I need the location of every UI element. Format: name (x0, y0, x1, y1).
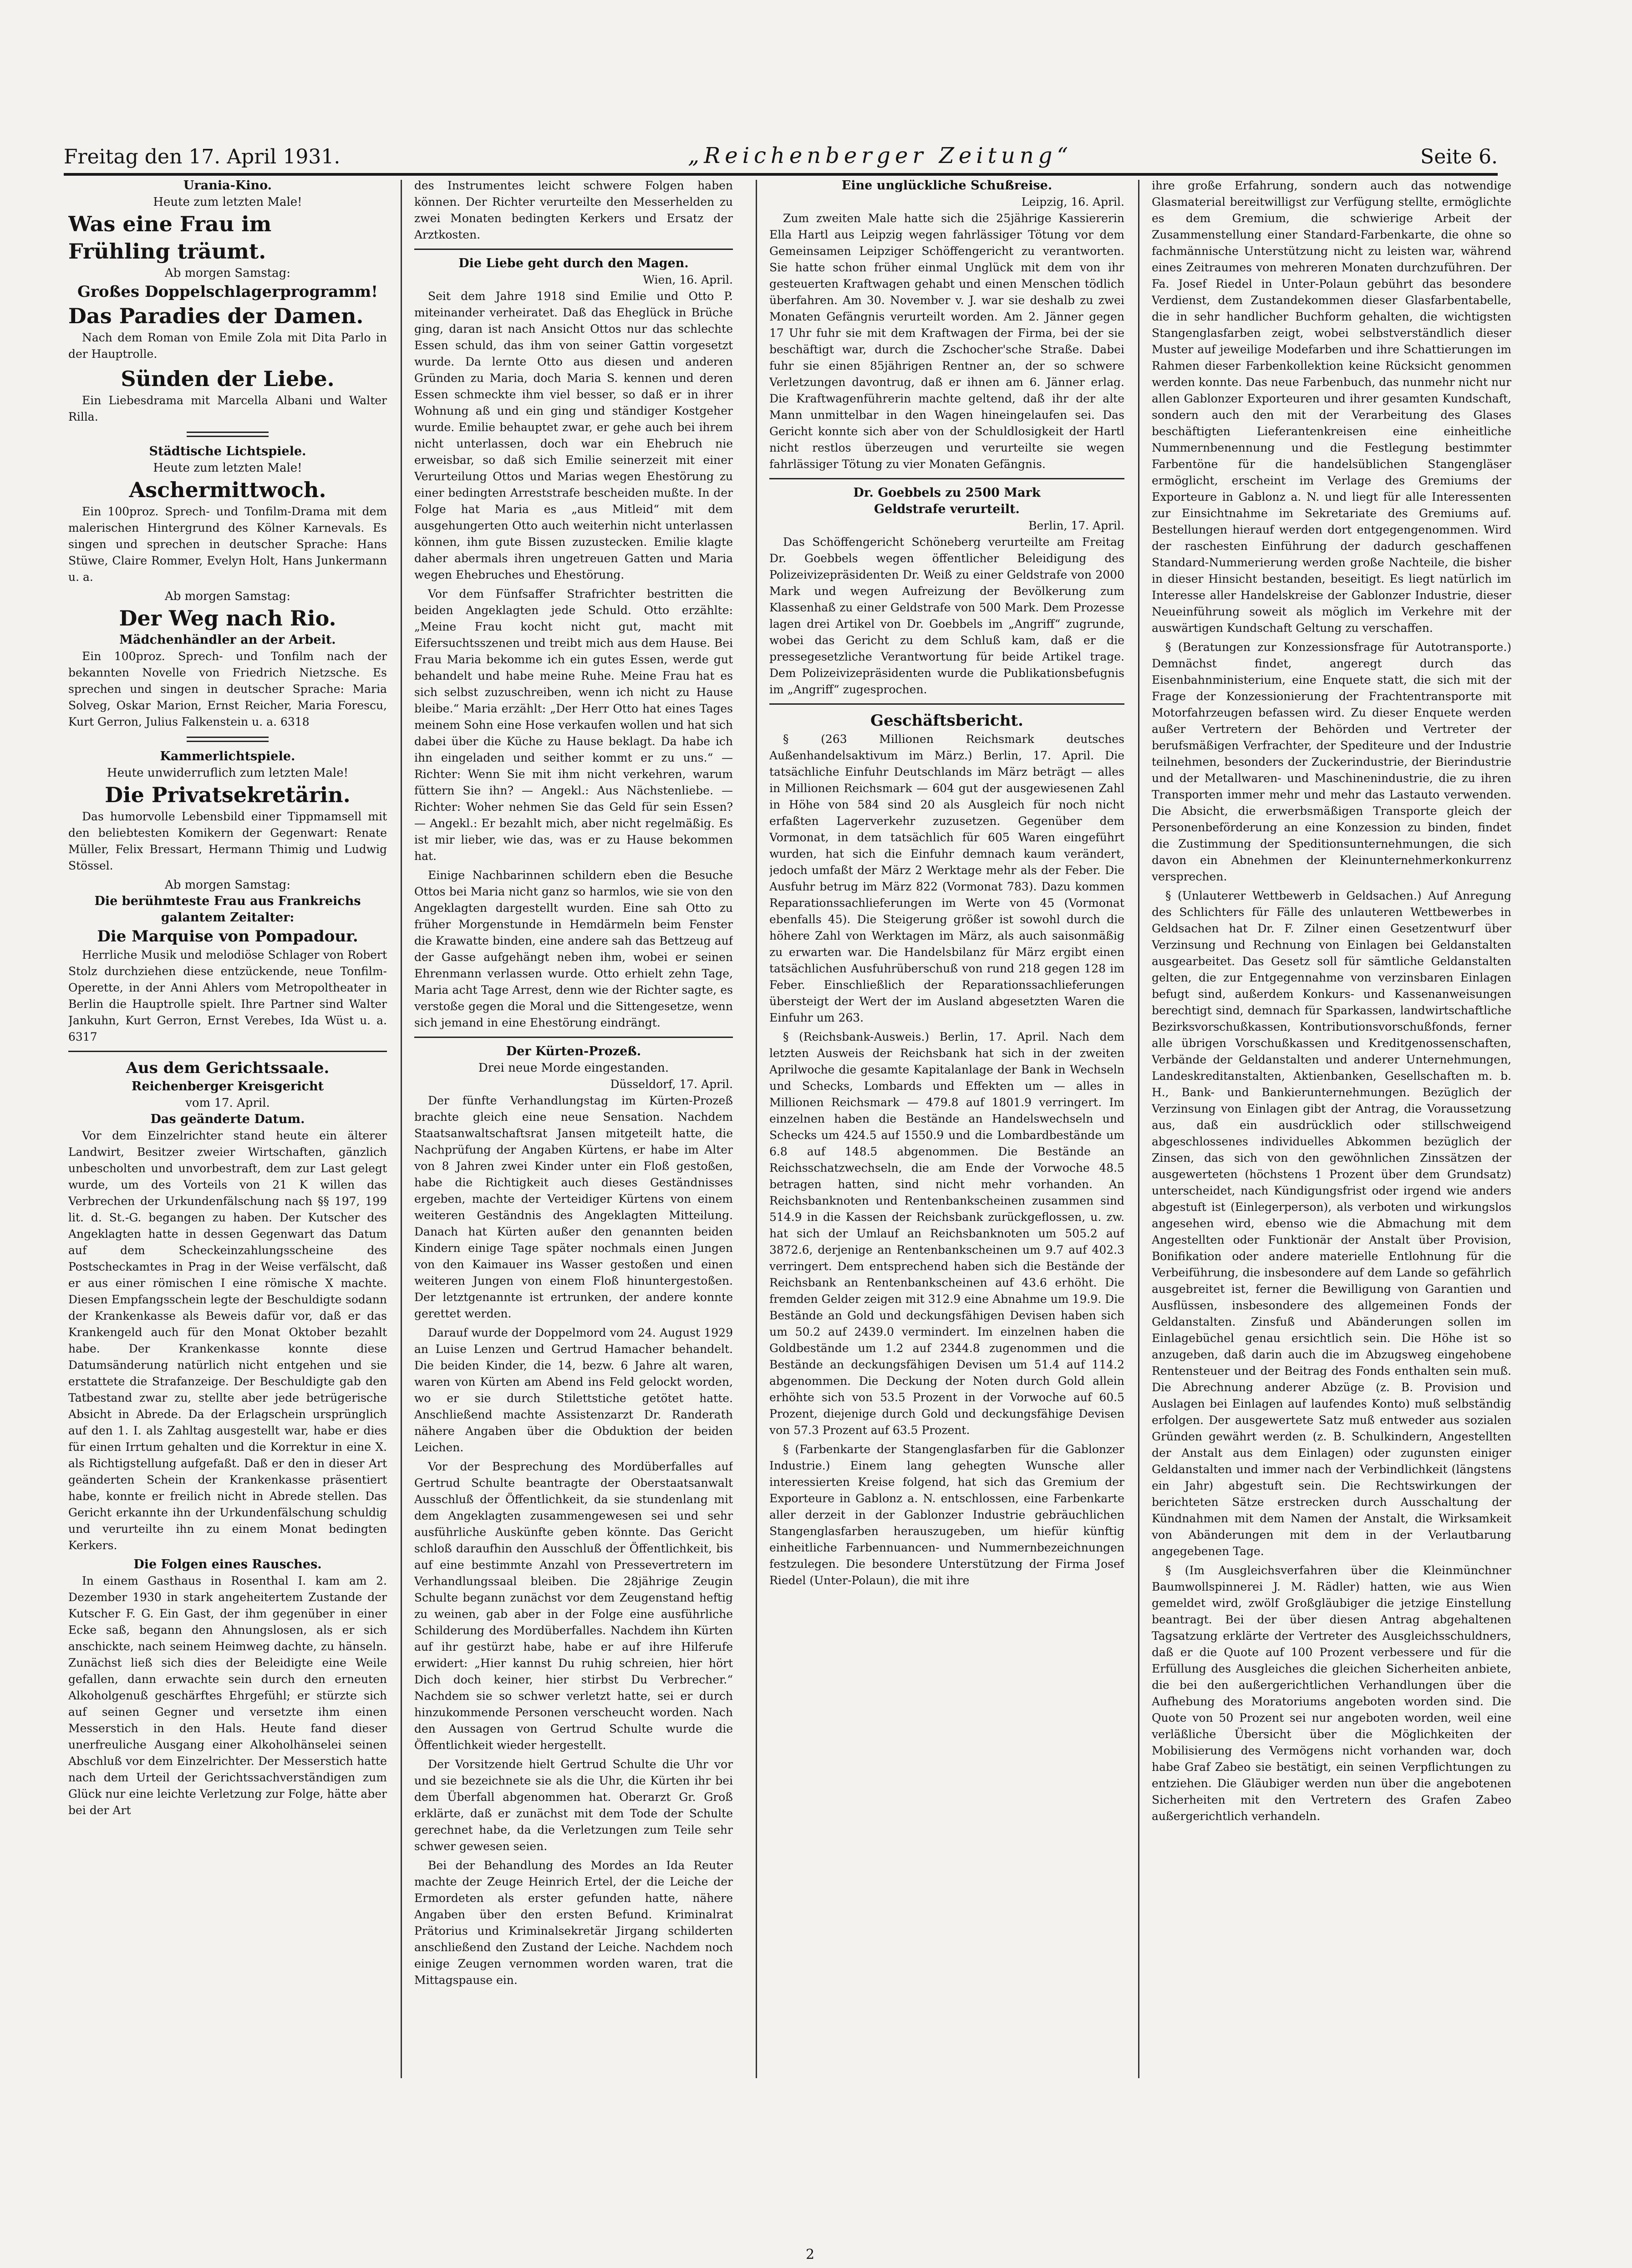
section-divider (769, 703, 1124, 705)
column-4 (1152, 178, 1511, 2090)
film-description: Ein Liebesdrama mit Marcella Albani und Walter Rilla. (68, 394, 387, 423)
article-body: Zum zweiten Male hatte sich die 25jährige Kassiererin Ella Hartl aus Leipzig wegen fahrlässiger Tötung vor dem Gemeinsamen Leipziger Schöffengericht zu verantworten. Sie hatte schon früher einmal Unglück mit dem von ihr gesteuerten Kraftwagen gehabt und einen Menschen tödlich überfahren. Am 30. November v. J. war sie deshalb zu zwei Monaten Gefängnis verurteilt worden. Am 2. Jänner gegen 17 Uhr fuhr sie mit dem Kraftwagen der Firma, bei der sie beschäftigt war, durch die Zschocher'sche Straße. Dabei fuhr sie einen 85jährigen Rentner an, der so schwere Verletzungen davontrug, daß er ihnen am 6. Jänner erlag. Die Kraftwagenführerin machte geltend, daß ihr der alte Mann unmittelbar in den Wagen hineingelaufen sei. Das Gericht konnte sich aber von der Schuldlosigkeit der Hartl nicht restlos überzeugen und verurteilte sie wegen fahrlässiger Tötung zu vier Monaten Gefängnis. (769, 212, 1124, 471)
section-divider (187, 737, 269, 742)
film-title: Was eine Frau im (68, 212, 272, 236)
article-subheading: Drei neue Morde eingestanden. (478, 1061, 669, 1075)
article-body: Darauf wurde der Doppelmord vom 24. August 1929 an Luise Lenzen und Gertrud Hamacher behandelt. Die beiden Kinder, die 14, bezw. 6 Jahre alt waren, waren von Kürten am Abend ins Feld gelockt worden, wo er sie durch Stilettstiche getötet hatte. Anschließend machte Assistenzarzt Dr. Randerath nähere Angaben über die Obduktion der beiden Leichen. (414, 1326, 733, 1454)
article-body: § (Beratungen zur Konzessionsfrage für Autotransporte.) Demnächst findet, angeregt durch das Eisenbahnministerium, eine Enquete statt, die sich mit der Frage der Konzessionierung der Frachtentransporte mit Motorfahrzeugen befassen wird. Zu dieser Enquete werden außer Vertretern der Behörden und Vertreter der berufsmäßigen Verfrachter, der Spediteure und der Industrie teilnehmen, besonders der Zuckerindustrie, der Bierindustrie und der Metallwaren- und Maschinenindustrie, die zu ihren Transporten immer mehr und mehr das Lastauto verwenden. Die Absicht, die erwerbsmäßigen Transporte gleich der Personenbeförderung an eine Konzession zu binden, findet die Zustimmung der Speditionsunternehmungen, die sich davon ein Abnehmen der Kleinunternehmerkonkurrenz versprechen. (1152, 641, 1511, 883)
article-heading: Dr. Goebbels zu 2500 Mark (853, 486, 1041, 500)
film-description: Ein 100proz. Sprech- und Tonfilm nach der bekannten Novelle von Friedrich Nietzsche. Es sprechen und singen in deutscher Sprache: Maria Solveg, Oskar Marion, Ernst Reicher, Maria Forescu, Kurt Gerron, Julius Falkenstein u. a. 6318 (68, 650, 387, 728)
column-rule (1138, 180, 1139, 2078)
film-description: Ein 100proz. Sprech- und Tonfilm-Drama mit dem malerischen Hintergrund des Kölner Karnevals. Es singen und sprechen in deutscher Sprache: Hans Stüwe, Claire Rommer, Evelyn Holt, Hans Junkermann u. a. (68, 505, 387, 584)
film-subtitle: Die berühmteste Frau aus Frankreichs galantem Zeitalter: (94, 894, 361, 925)
article-body: des Instrumentes leicht schwere Folgen haben können. Der Richter verurteilte den Messerhelden zu zwei Monaten bedingten Kerkers und Ersatz der Arztkosten. (414, 179, 733, 241)
section-divider (187, 432, 269, 437)
article-body: Vor dem Einzelrichter stand heute ein älterer Landwirt, Besitzer zweier Wirtschaften, gänzlich unbescholten und unvorbestraft, dem zur Last gelegt wurde, um des Vorteils von 21 K willen das Verbrechen der Urkundenfälschung nach §§ 197, 199 lit. d. St.-G. begangen zu haben. Der Kutscher des Angeklagten hatte in dessen Gegenwart das Datum auf dem Scheckeinzahlungsscheine des Postscheckamtes in Prag in der Weise verfälscht, daß er aus einer römischen I eine römische X machte. Diesen Empfangsschein legte der Beschuldigte sodann der Krankenkasse als Beweis dafür vor, daß er das Krankengeld auch für den Monat Oktober bezahlt habe. Der Krankenkasse konnte diese Datumsänderung natürlich nicht entgehen und sie erstattete die Strafanzeige. Der Beschuldigte gab den Tatbestand zwar zu, stellte aber jede betrügerische Absicht in Abrede. Da der Erlagschein ursprünglich auf den 1. I. als Zahltag ausgestellt war, habe er dies für einen Irrtum gehalten und die Korrektur in eine X. als Richtigstellung aufgefaßt. Daß er den in dieser Art geänderten Schein der Krankenkasse präsentiert habe, konnte er freilich nicht in Abrede stellen. Das Gericht erkannte ihn der Urkundenfälschung schuldig und verurteilte ihn zu einem Monat bedingten Kerkers. (68, 1129, 387, 1552)
article-body: Einige Nachbarinnen schildern eben die Besuche Ottos bei Maria nicht ganz so harmlos, wie sie von den Angeklagten dargestellt wurden. Eine sah Otto zu früher Morgenstunde in Hemdärmeln beim Fenster die Krawatte binden, eine andere sah das Bettzeug auf der Gasse aufgehängt neben ihm, wobei er seinen Ehrenmann verlassen wurde. Otto erhielt zehn Tage, Maria acht Tage Arrest, denn wie der Richter sagte, es verstoße gegen die Moral und die Sittengesetze, wenn sich jemand in eine Ehestörung eindrängt. (414, 869, 733, 1029)
cinema-title: Kammerlichtspiele. (160, 749, 295, 763)
section-title: Geschäftsbericht. (870, 712, 1023, 730)
section-divider (414, 249, 733, 250)
article-body: Der fünfte Verhandlungstag im Kürten-Prozeß brachte gleich eine neue Sensation. Nachdem Staatsanwaltschaftsrat Jansen mitgeteilt hatte, die Nachprüfung der Angaben Kürtens, er habe im Alter von 8 Jahren zwei Kinder unter ein Floß gestoßen, habe die Richtigkeit auch dieses Geständnisses ergeben, machte der Verteidiger Kürtens von einem weiteren Geständnis des Angeklagten Mitteilung. Danach hat Kürten außer den genannten beiden Kindern einige Tage später nochmals einen Jungen von den Kaimauer ins Wasser gestoßen und einen weiteren Jungen von einem Floß hinuntergestoßen. Der letztgenannte ist ertrunken, der andere konnte gerettet werden. (414, 1094, 733, 1320)
article-heading: Der Kürten-Prozeß. (506, 1044, 641, 1058)
film-title: Die Marquise von Pompadour. (97, 927, 358, 946)
article-body: Seit dem Jahre 1918 sind Emilie und Otto P. miteinander verheiratet. Daß das Eheglück in Brüche ging, daran ist nach Ansicht Ottos nur das schlechte Essen schuld, das ihm von seiner Gattin vorgesetzt wurde. Da lernte Otto aus diesen und anderen Gründen zu Maria, doch Maria S. kennen und deren Essen schmeckte ihm viel besser, so daß er in ihrer Wohnung aß und ein ging und ständiger Kostgeher wurde. Emilie behauptet zwar, er gehe auch bei ihrem nicht unterlassen, doch war ein Ehebruch nie erweisbar, so daß sich Emilie seinerzeit mit einer Verurteilung Ottos und Marias wegen Ehestörung zu einer bedingten Arreststrafe bescheiden mußte. In der Folge hat Maria es „aus Mitleid“ mit dem ausgehungerten Otto auch weiterhin nicht unterlassen können, ihm gute Bissen zuzustecken. Emilie klagte daher abermals ihren ungetreuen Gatten und Maria wegen Ehebruches und Ehestörung. (414, 290, 733, 581)
film-title: Das Paradies der Damen. (68, 304, 364, 328)
article-body: In einem Gasthaus in Rosenthal I. kam am 2. Dezember 1930 in stark angeheitertem Zustande der Kutscher F. G. Ein Gast, der ihm gegenüber in einer Ecke saß, begann den Ahnungslosen, als er sich anschickte, nach seinem Heimweg dachte, zu hänseln. Zunächst ließ sich dies der Beleidigte eine Weile gefallen, dann erwachte sein durch den erneuten Alkoholgenuß geschärftes Ehrgefühl; er stürzte sich auf seinen Gegner und versetzte ihm einen Messerstich in den Hals. Heute fand dieser unerfreuliche Ausgang einer Alkoholhänselei seinen Abschluß vor dem Einzelrichter. Der Messerstich hatte nach dem Urteil der Gerichtssachverständigen zum Glück nur eine leichte Verletzung zur Folge, hätte aber bei der Art (68, 1574, 387, 1817)
article-body: ihre große Erfahrung, sondern auch das notwendige Glasmaterial bereitwilligst zur Verfügung stellte, ermöglichte es dem Gremium, die schwierige Arbeit der Zusammenstellung einer Standard-Farbenkarte, die ohne so fachmännische Unterstützung nicht zu leisten war, während eines Zeitraumes von mehreren Monaten durchzuführen. Der Fa. Josef Riedel in Unter-Polaun gebührt das besondere Verdienst, dem Zustandekommen dieser Glasfarbentabelle, die in sehr handlicher Buchform gehalten, die wichtigsten Stangenglasfarben zeigt, wobei selbstverständlich dieser Muster auf jeweilige Modefarben und ihre Schattierungen im Rahmen dieser Farbenkollektion keine Rücksicht genommen werden konnte. Das neue Farbenbuch, das nunmehr nicht nur allen Gablonzer Exporteuren und ihrer gesamten Kundschaft, sondern auch den mit der Verarbeitung des Glases beschäftigten Lieferantenkreisen eine einheitliche Nummernbenennung und die Festlegung bestimmter Farbentöne für die handelsüblichen Stangengläser ermöglicht, erscheint im Verlage des Gremiums der Exporteure in Gablonz a. N. und liegt für alle Interessenten zur Einsichtnahme im Sekretariate des Gremiums auf. Bestellungen hierauf werden dort entgegengenommen. Wird der raschesten Einführung der dadurch geschaffenen Standard-Nummerierung werden große Nachteile, die bisher in dieser Hinsicht bestanden, beseitigt. Es liegt natürlich im Interesse aller Handelskreise der Gablonzer Industrie, dieser Neueinführung soweit als möglich im Verkehre mit der auswärtigen Kundschaft Geltung zu verschaffen. (1152, 179, 1511, 635)
page-footer-mark: 2 (806, 2247, 815, 2263)
article-body: § (263 Millionen Reichsmark deutsches Außenhandelsaktivum im März.) Berlin, 17. April. Die tatsächliche Einfuhr Deutschlands im März beträgt — alles in Millionen Reichsmark — 604 gut der ausgewiesenen Zahl in Höhe von 584 sind 20 als Ausgleich für noch nicht erfaßten Lagerverkehr zuzusetzen. Gegenüber dem Vormonat, in dem tatsächlich für 605 Waren eingeführt wurden, hat sich die Einfuhr demnach kaum verändert, jedoch umfaßt der März 2 Werktage mehr als der Feber. Die Ausfuhr betrug im März 822 (Vormonat 783). Dazu kommen Reparationssachlieferungen im Werte von 45 (Vormonat ebenfalls 45). Die Steigerung größer ist sowohl durch die höhere Zahl von Werktagen im März, als auch saisonmäßig zu erwarten war. Die Handelsbilanz für März ergibt einen tatsächlichen Ausfuhrüberschuß von rund 218 gegen 128 im Feber. Einschließlich der Reparationssachlieferungen übersteigt der Wert der im Ausland abgesetzten Waren die Einfuhr um 263. (769, 732, 1124, 1024)
film-title: Frühling träumt. (68, 239, 266, 264)
article-body: Der Vorsitzende hielt Gertrud Schulte die Uhr vor und sie bezeichnete sie als die Uhr, die Kürten ihr bei dem Überfall abgenommen hat. Oberarzt Gr. Groß erklärte, daß er zunächst mit dem Tode der Schulte gerechnet habe, da die Verletzungen zum Teile sehr schwer gewesen seien. (414, 1758, 733, 1853)
article-heading: Die Liebe geht durch den Magen. (458, 256, 689, 270)
header-page-number: Seite 6. (1420, 145, 1498, 168)
section-divider (414, 1037, 733, 1038)
article-subheading: Geldstrafe verurteilt. (874, 502, 1020, 516)
film-subtitle: Mädchenhändler an der Arbeit. (119, 633, 336, 647)
dateline: vom 17. April. (185, 1096, 270, 1110)
column-rule (756, 180, 757, 2078)
column-2 (414, 178, 733, 2090)
film-title: Sünden der Liebe. (121, 366, 335, 391)
article-body: Vor der Besprechung des Mordüberfalles auf Gertrud Schulte beantragte der Oberstaatsanwalt Ausschluß der Öffentlichkeit, da sie stundenlang mit dem Angeklagten zusammengewesen sei und sehr ausführliche Auskünfte geben könnte. Das Gericht schloß daraufhin den Ausschluß der Öffentlichkeit, bis auf eine bestimmte Anzahl von Pressevertretern im Verhandlungssaal bleiben. Die 28jährige Zeugin Schulte begann zunächst vor dem Zeugenstand heftig zu weinen, gab aber in der Folge eine ausführliche Schilderung des Mordüberfalles. Nachdem ihn Kürten auf ihr gestürzt habe, habe er auf ihre Hilferufe erwidert: „Hier kannst Du ruhig schreien, hier hört Dich doch keiner, hier stirbst Du Verbrecher.“ Nachdem sie so schwer verletzt hatte, sei er durch hinzukommende Personen verscheucht worden. Nach den Aussagen von Gertrud Schulte wurde die Öffentlichkeit wieder hergestellt. (414, 1460, 733, 1752)
section-subtitle: Reichenberger Kreisgericht (131, 1079, 324, 1093)
column-3 (769, 178, 1124, 2090)
article-body: Vor dem Fünfsaffer Strafrichter bestritten die beiden Angeklagten jede Schuld. Otto erzählte: „Meine Frau kocht nicht gut, macht mit Eifersuchtsszenen und treibt mich aus dem Hause. Bei Frau Maria bekomme ich ein gutes Essen, werde gut behandelt und habe meine Ruhe. Meine Frau hat es sich selbst zuzuschreiben, wenn ich nicht zu Hause bleibe.“ Maria erzählt: „Der Herr Otto hat eines Tages meinem Sohn eine Hose verkaufen wollen und hat sich dabei über die Küche zu Hause beklagt. Da habe ich ihn eingeladen und seither kommt er zu uns.“ — Richter: Wenn Sie mit ihm nicht verkehren, warum füttern Sie ihn? — Angekl.: Aus Nächstenliebe. — Richter: Woher nehmen Sie das Geld für sein Essen? — Angekl.: Er bezahlt mich, aber nicht regelmäßig. Es ist mir lieber, wie das, was er zu Hause bekommen hat. (414, 587, 733, 863)
header-date: Freitag den 17. April 1931. (64, 145, 341, 168)
article-heading: Eine unglückliche Schußreise. (841, 178, 1052, 193)
article-body: § (Im Ausgleichsverfahren über die Kleinmünchner Baumwollspinnerei J. M. Rädler) hatten, wie aus Wien gemeldet wird, zwölf Großgläubiger die jetzige Einstellung beantragt. Bei der über diesen Antrag abgehaltenen Tagsatzung erklärte der Vertreter des Ausgleichsschuldners, daß er die Quote auf 100 Prozent verbessere und für die Erfüllung des Ausgleiches die gleichen Sicherheiten anbiete, die bei den außergerichtlichen Verhandlungen über die Aufhebung des Moratoriums angeboten worden sind. Die Quote von 50 Prozent sei nur angeboten worden, weil eine verläßliche Übersicht über die Möglichkeiten der Mobilisierung des Vermögens nicht vorhanden war, doch habe Graf Zabeo sie bestätigt, ein seinen Verpflichtungen zu entziehen. Die Gläubiger werden nun über die angebotenen Sicherheiten mit den Vertretern des Grafen Zabeo außergerichtlich verhandeln. (1152, 1564, 1511, 1823)
film-title: Die Privatsekretärin. (105, 783, 351, 807)
header-paper-name: „Reichenberger Zeitung“ (688, 143, 1073, 168)
article-body: Das Schöffengericht Schöneberg verurteilte am Freitag Dr. Goebbels wegen öffentlicher Beleidigung des Polizeivizepräsidenten Dr. Weiß zu einer Geldstrafe von 2000 Mark und wegen Aufreizung der Bevölkerung zum Klassenhaß zu einer Geldstrafe von 500 Mark. Dem Prozesse lagen drei Artikel von Dr. Goebbels im „Angriff“ zugrunde, wobei das Gericht zu dem Schluß kam, daß er die pressegesetzliche Verantwortung für beide Artikel trage. Dem Polizeivizepräsidenten wurde die Publikationsbefugnis im „Angriff“ zugesprochen. (769, 535, 1124, 696)
cinema-note: Heute unwiderruflich zum letzten Male! (107, 766, 349, 780)
section-title: Aus dem Gerichtssaale. (126, 1059, 330, 1077)
dateline: Wien, 16. April. (643, 273, 733, 286)
cinema-note: Heute zum letzten Male! (153, 195, 302, 209)
page-header (64, 127, 1498, 176)
article-heading: Das geänderte Datum. (150, 1112, 305, 1126)
cinema-note: Ab morgen Samstag: (164, 878, 291, 892)
article-body: § (Unlauterer Wettbewerb in Geldsachen.) Auf Anregung des Schlichters für Fälle des unlauteren Wettbewerbes in Geldsachen hat Dr. F. Zilner einen Gesetzentwurf über Verzinsung und Rechnung von Einlagen bei Geldanstalten ausgearbeitet. Das Gesetz soll für sämtliche Geldanstalten gelten, die zur Entgegennahme von verzinsbaren Einlagen befugt sind, außerdem Konkurs- und Kassenanweisungen berechtigt sind, demnach für Sparkassen, landwirtschaftliche Bezirksvorschußkassen, Kontributionsvorschußfonds, ferner alle übrigen Vorschußkassen und Kreditgenossenschaften, Verbände der Geldanstalten und anderer Unternehmungen, Landeskreditanstalten, Aktienbanken, Gesellschaften m. b. H., Bank- und Bankierunternehmungen. Bezüglich der Verzinsung von Einlagen gibt der Antrag, die Voraussetzung aus, daß ein ausdrücklich oder stillschweigend abgeschlossenes individuelles Abkommen bezüglich der Zinsen, das sich von den gewöhnlichen Zinssätzen der ausgewerteten (höchstens 1 Prozent über dem Grundsatz) unterscheidet, nach Kündigungsfrist oder irgend wie anders abgestuft ist (Einlegerperson), als verboten und wirkungslos angesehen wird, ebenso wie die Abmachung mit dem Angestellten oder Funktionär der Anstalt über Provision, Bonifikation oder andere materielle Entlohnung für die Verbeiführung, die insbesondere auf dem Lande so gefährlich ausgebreitet ist, ferner die Bewilligung von Garantien und Ausflüssen, insbesondere des allgemeinen Fonds der Geldanstalten. Zinsfuß und Abänderungen sollen im Einlagebüchel genau ersichtlich sein. Die Höhe ist so anzugeben, daß darin auch die im Abzugsweg eingehobene Rentensteuer und der Beitrag des Fonds enthalten sein muß. Die Abrechnung anderer Abzüge (z. B. Provision und Auslagen bei Einlagen auf laufendes Konto) muß selbständig erfolgen. Der ausgewertete Satz muß entweder aus sozialen Gründen gewährt werden (z. B. Schulkindern, Angestellten der Anstalt aus dem Einlagen) oder zugunsten einiger Geldanstalten und immer nach der Verbindlichkeit (längstens ein Jahr) abgestuft sein. Die Rechtswirkungen der berichteten Sätze erstrecken durch Ausschaltung der Kündnahmen mit dem Namen der Anstalt, die Wirksamkeit von Abänderungen mit dem in der Verlautbarung angegebenen Tage. (1152, 889, 1511, 1558)
film-description: Das humorvolle Lebensbild einer Tippmamsell mit den beliebtesten Komikern der Gegenwart: Renate Müller, Felix Bressart, Hermann Thimig und Ludwig Stössel. (68, 810, 387, 872)
section-divider (769, 478, 1124, 479)
cinema-note: Heute zum letzten Male! (153, 461, 302, 475)
dateline: Leipzig, 16. April. (1021, 195, 1124, 208)
film-title: Aschermittwoch. (129, 478, 326, 502)
program-title: Großes Doppelschlagerprogramm! (77, 283, 378, 301)
article-heading: Die Folgen eines Rausches. (133, 1557, 322, 1571)
article-body: Bei der Behandlung des Mordes an Ida Reuter machte der Zeuge Heinrich Ertel, der die Leiche der Ermordeten als erster gefunden hatte, nähere Angaben über den ersten Befund. Kriminalrat Prätorius und Kriminalsekretär Jirgang schilderten anschließend den Zustand der Leiche. Nachdem noch einige Zeugen vernommen worden waren, trat die Mittagspause ein. (414, 1859, 733, 1987)
film-title: Der Weg nach Rio. (119, 606, 336, 631)
film-description: Herrliche Musik und melodiöse Schlager von Robert Stolz durchziehen diese entzückende, neue Tonfilm-Operette, in der Anni Ahlers vom Metropoltheater in Berlin die Hauptrolle spielt. Ihre Partner sind Walter Jankuhn, Kurt Gerron, Ernst Verebes, Ida Wüst u. a. 6317 (68, 948, 387, 1043)
column-rule (401, 180, 402, 2078)
article-body: § (Reichsbank-Ausweis.) Berlin, 17. April. Nach dem letzten Ausweis der Reichsbank hat sich in der zweiten Aprilwoche die gesamte Kapitalanlage der Bank in Wechseln und Schecks, Lombards und Effekten um — alles in Millionen Reichsmark — 479.8 auf 1801.9 verringert. Im einzelnen haben die Bestände an Handelswechseln und Schecks um 424.5 auf 1550.9 und die Lombardbestände um 6.8 auf 148.5 abgenommen. Die Bestände an Reichsschatzwechseln, die am Ende der Vorwoche 48.5 betragen hatten, sind nicht mehr vorhanden. An Reichsbanknoten und Rentenbankscheinen zusammen sind 514.9 in die Kassen der Reichsbank zurückgeflossen, u. zw. hat sich der Umlauf an Reichsbanknoten um 505.2 auf 3872.6, derjenige an Rentenbankscheinen um 9.7 auf 402.3 verringert. Dem entsprechend haben sich die Bestände der Reichsbank an Rentenbankscheinen auf 43.6 erhöht. Die fremden Gelder zeigen mit 312.9 eine Abnahme um 19.9. Die Bestände an Gold und deckungsfähigen Devisen haben sich um 50.2 auf 2439.0 vermindert. Im einzelnen haben die Goldbestände um 1.2 auf 2344.8 zugenommen und die Bestände an deckungsfähigen Devisen um 51.4 auf 114.2 abgenommen. Die Deckung der Noten durch Gold allein erhöhte sich von 53.5 Prozent in der Vorwoche auf 60.5 Prozent, diejenige durch Gold und deckungsfähige Devisen von 57.3 Prozent auf 63.5 Prozent. (769, 1030, 1124, 1437)
article-body: § (Farbenkarte der Stangenglasfarben für die Gablonzer Industrie.) Einem lang gehegten Wunsche aller interessierten Kreise folgend, hat sich das Gremium der Exporteure in Gablonz a. N. entschlossen, eine Farbenkarte aller derzeit in der Gablonzer Industrie gebräuchlichen Stangenglasfarben herauszugeben, um hiefür künftig einheitliche Farbennuancen- und Nummernbezeichnungen festzulegen. Die besondere Unterstützung der Firma Josef Riedel (Unter-Polaun), die mit ihre (769, 1443, 1124, 1587)
dateline: Düsseldorf, 17. April. (610, 1078, 733, 1091)
column-1 (68, 178, 387, 2090)
film-description: Nach dem Roman von Emile Zola mit Dita Parlo in der Hauptrolle. (68, 331, 387, 361)
dateline: Berlin, 17. April. (1028, 519, 1124, 532)
cinema-title: Städtische Lichtspiele. (149, 444, 306, 458)
cinema-note: Ab morgen Samstag: (164, 590, 291, 603)
cinema-note: Ab morgen Samstag: (164, 266, 291, 280)
section-divider (68, 1051, 387, 1052)
cinema-title: Urania-Kino. (183, 178, 272, 193)
